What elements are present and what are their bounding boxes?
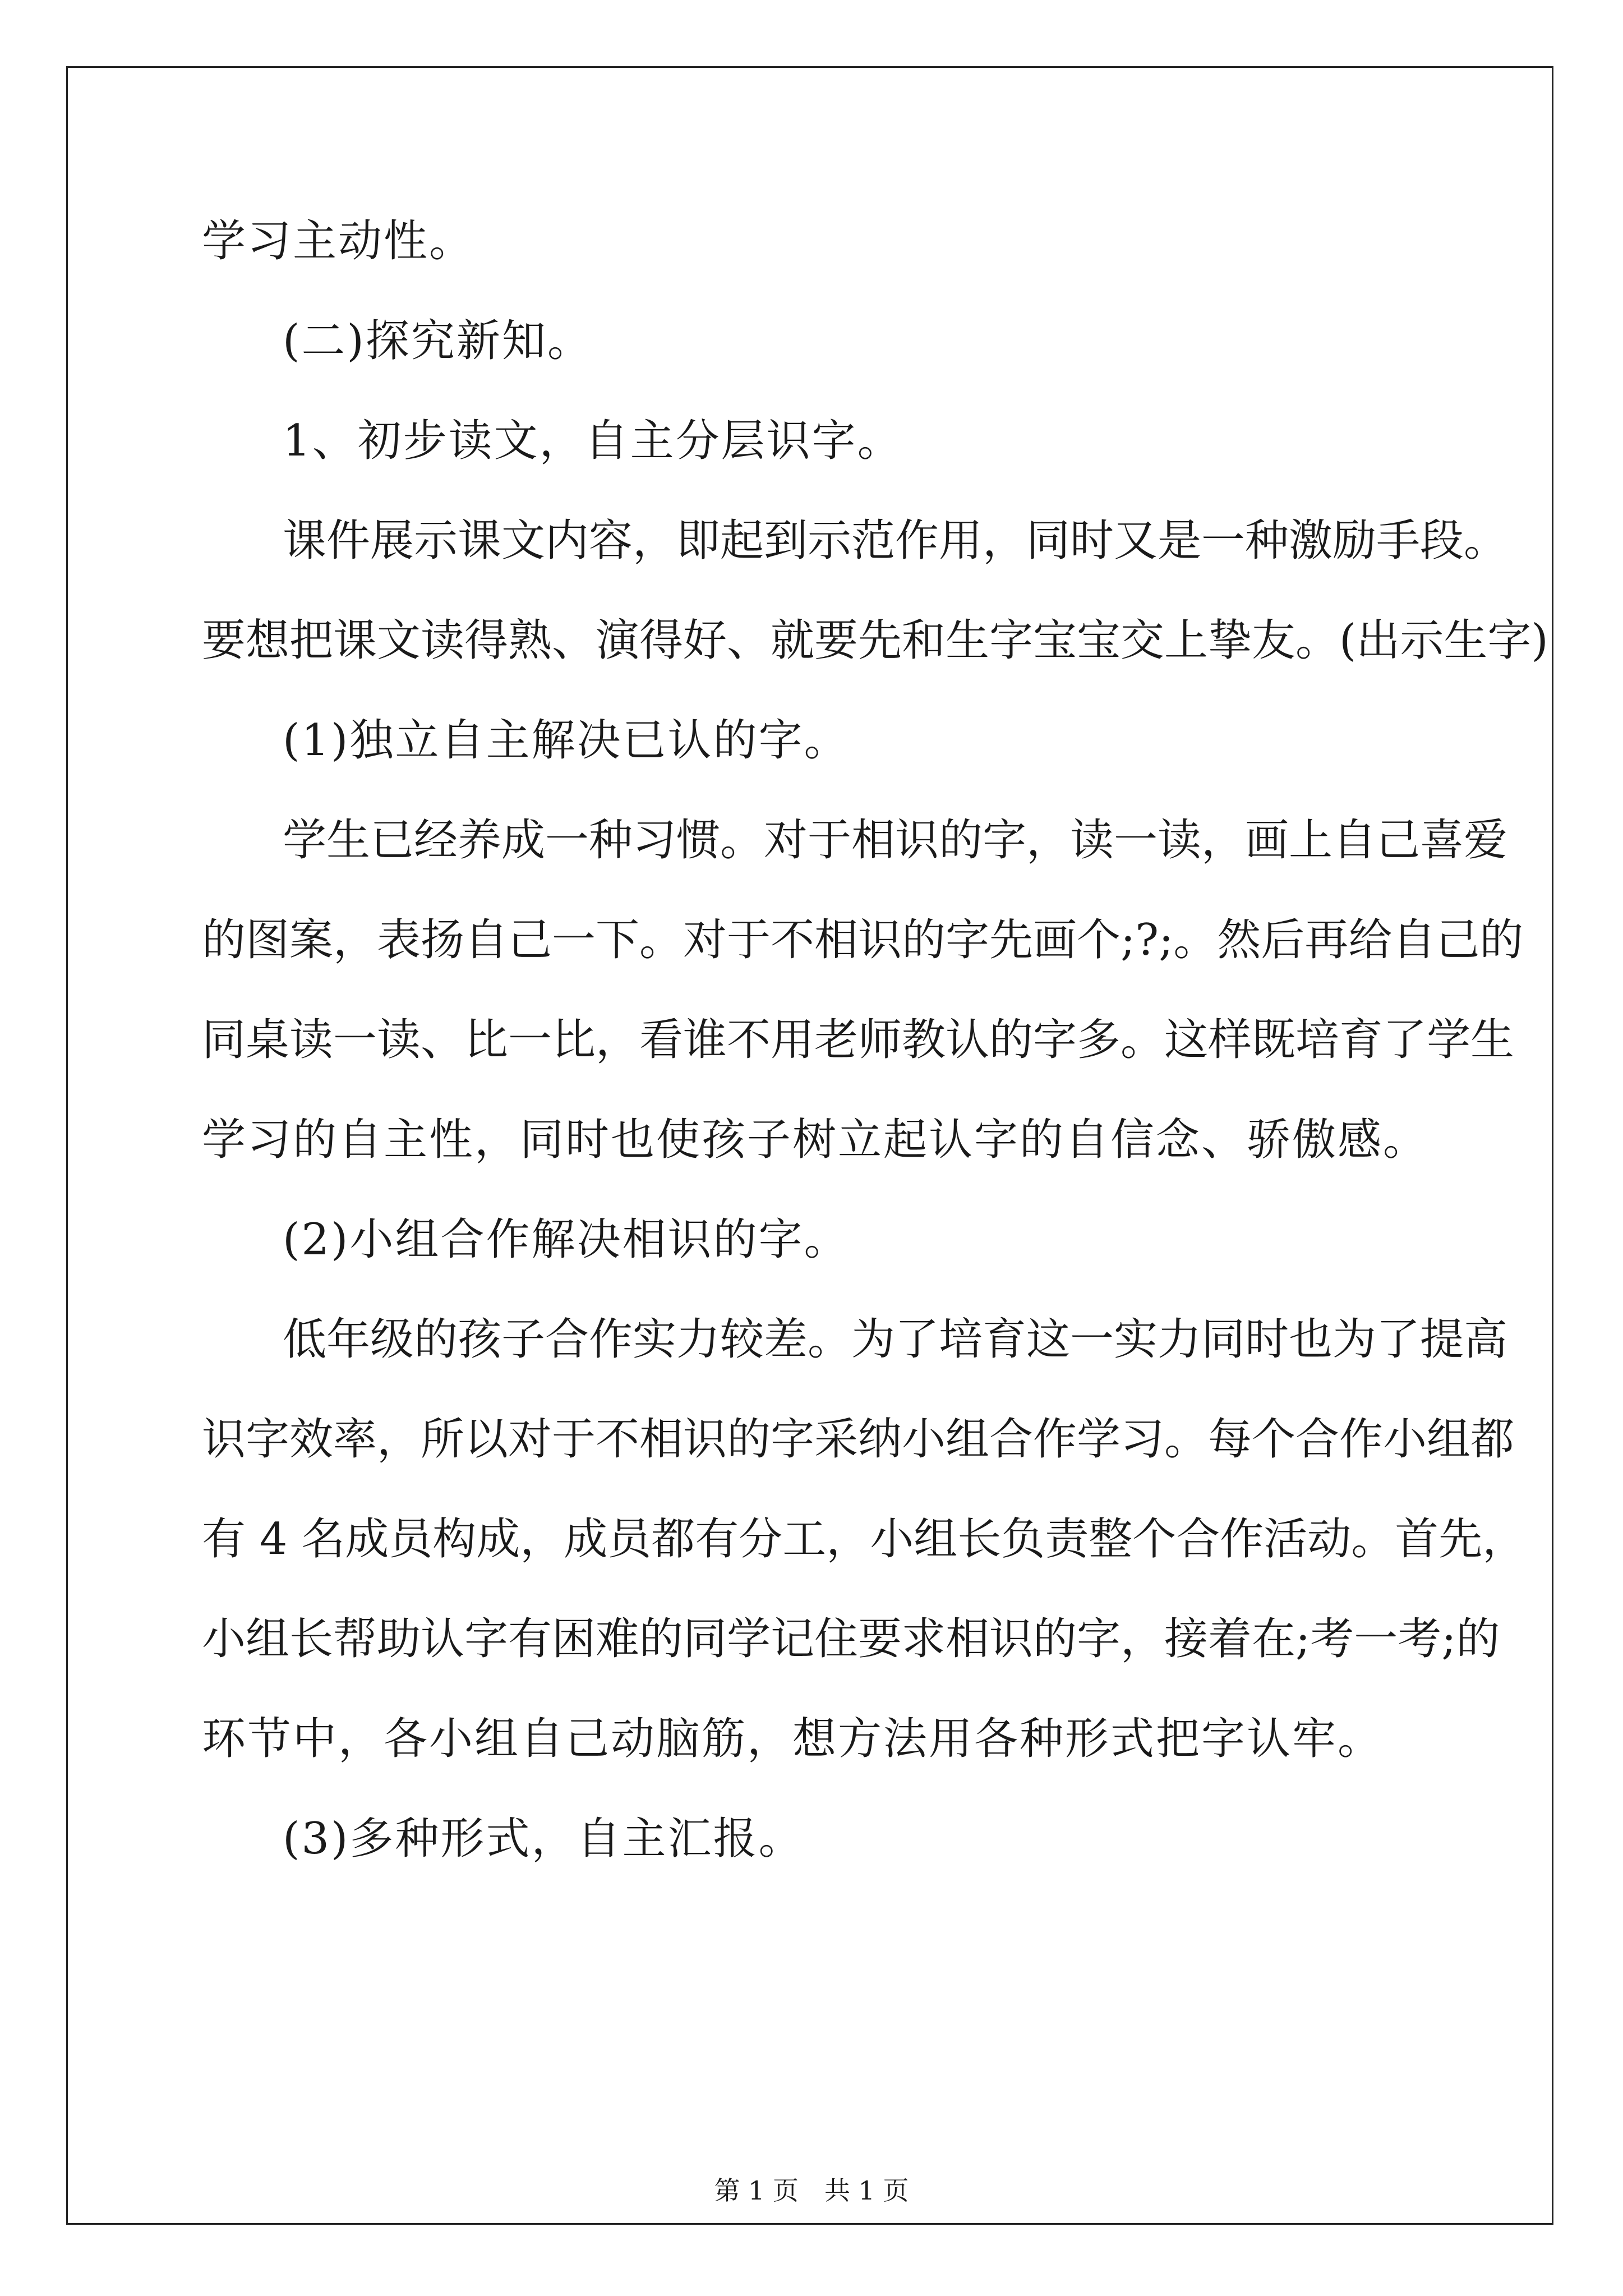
text-line: 小组长帮助认字有困难的同学记住要求相识的字，接着在;考一考;的 bbox=[202, 1614, 1500, 1664]
text-line: 学习主动性。 bbox=[202, 216, 475, 266]
text-line: 识字效率，所以对于不相识的字采纳小组合作学习。每个合作小组都 bbox=[202, 1414, 1515, 1465]
text-line: 环节中，各小组自己动脑筋，想方法用各种形式把字认牢。 bbox=[202, 1714, 1384, 1764]
subsection-heading: (1)独立自主解决已认的字。 bbox=[283, 715, 850, 766]
text-line: 同桌读一读、比一比，看谁不用老师教认的字多。这样既培育了学生 bbox=[202, 1015, 1515, 1065]
text-line: 有 4 名成员构成，成员都有分工，小组长负责整个合作活动。首先， bbox=[202, 1514, 1527, 1565]
text-line: 课件展示课文内容，即起到示范作用，同时又是一种激励手段。 bbox=[283, 516, 1508, 566]
subsection-heading: (2)小组合作解决相识的字。 bbox=[283, 1214, 850, 1265]
text-line: 学生已经养成一种习惯。对于相识的字，读一读，画上自己喜爱 bbox=[283, 815, 1508, 866]
subsection-heading: 1、初步读文，自主分层识字。 bbox=[283, 416, 903, 466]
subsection-heading: (3)多种形式，自主汇报。 bbox=[283, 1814, 804, 1864]
text-line: 低年级的孩子合作实力较差。为了培育这一实力同时也为了提高 bbox=[283, 1314, 1508, 1365]
text-line: 要想把课文读得熟、演得好、就要先和生字宝宝交上挚友。(出示生字) bbox=[202, 615, 1548, 666]
text-line: 学习的自主性，同时也使孩子树立起认字的自信念、骄傲感。 bbox=[202, 1115, 1429, 1165]
section-heading: (二)探究新知。 bbox=[283, 316, 593, 366]
text-line: 的图案，表扬自己一下。对于不相识的字先画个;?;。然后再给自己的 bbox=[202, 915, 1524, 965]
page-footer: 第 1 页 共 1 页 bbox=[714, 2175, 909, 2206]
